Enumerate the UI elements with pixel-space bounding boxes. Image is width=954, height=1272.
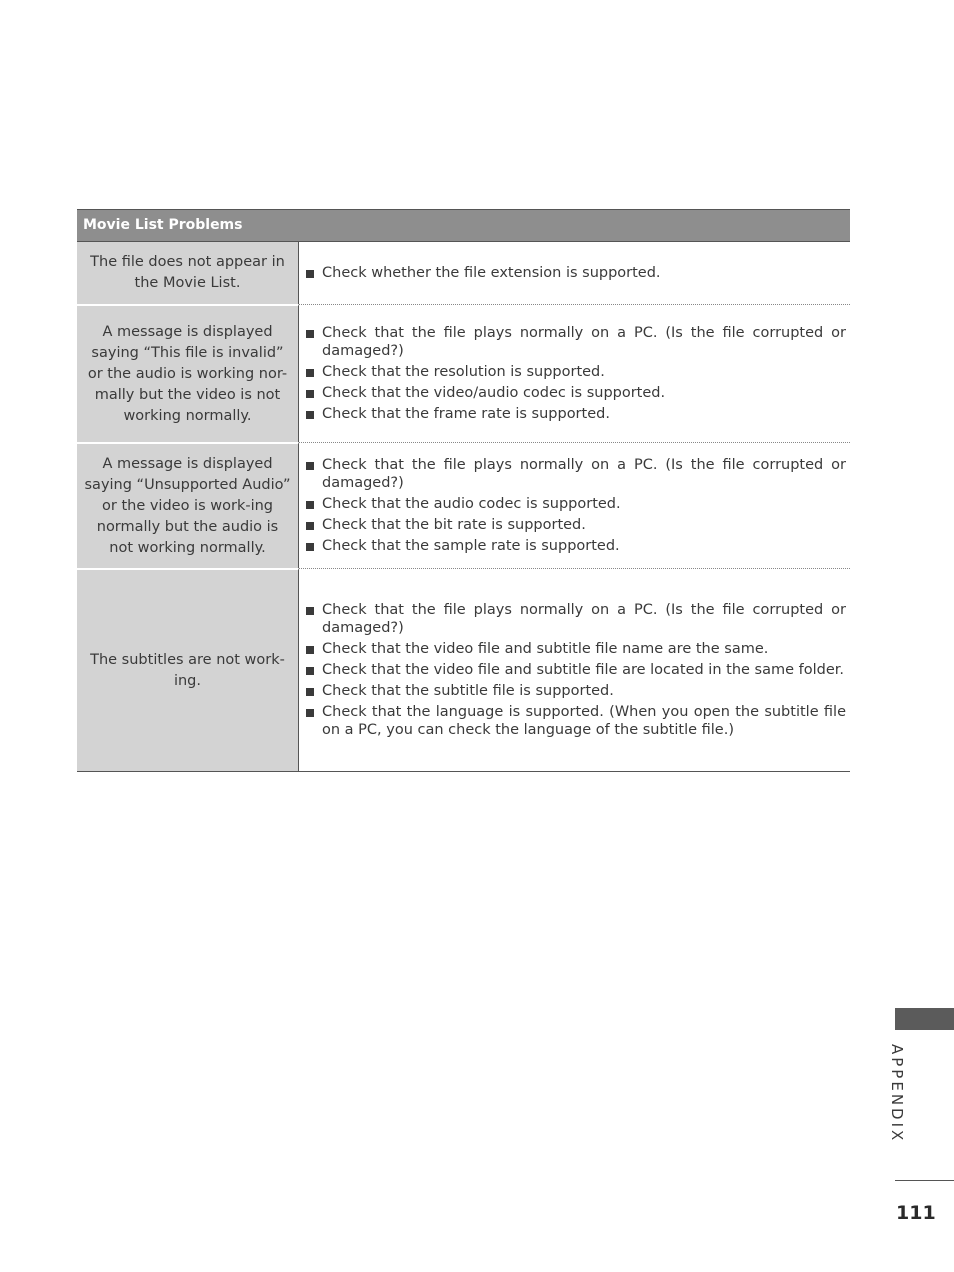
solutions-cell: [299, 442, 850, 568]
divider: [895, 1180, 954, 1181]
list-item: Check that the sample rate is supported.: [305, 537, 846, 555]
solutions-cell: [299, 568, 850, 771]
bullet-square-icon: [305, 661, 322, 679]
bullet-square-icon: [305, 601, 322, 637]
bullet-square-icon: [305, 682, 322, 700]
list-item: Check that the subtitle file is supported.: [305, 682, 846, 700]
list-item: Check that the bit rate is supported.: [305, 516, 846, 534]
table-header: Movie List Problems: [77, 210, 850, 242]
problem-cell: A message is displayed saying “Unsupported Audio” or the video is work-ing normally but the audio is not working normally.: [77, 442, 299, 568]
section-label: APPENDIX: [888, 1044, 906, 1144]
list-item: Check that the audio codec is supported.: [305, 495, 846, 513]
bullet-square-icon: [305, 405, 322, 423]
bullet-square-icon: [305, 363, 322, 381]
list-item: Check that the language is supported. (When you open the subtitle file on a PC, you can check the language of the subtitle file.): [305, 703, 846, 739]
table-row: [77, 568, 850, 771]
bullet-square-icon: [305, 703, 322, 739]
list-item: Check whether the file extension is supported.: [305, 264, 846, 282]
bullet-square-icon: [305, 640, 322, 658]
bullet-square-icon: [305, 456, 322, 492]
list-item: Check that the resolution is supported.: [305, 363, 846, 381]
page-number: 111: [896, 1202, 936, 1224]
bullet-square-icon: [305, 495, 322, 513]
list-item: Check that the video/audio codec is supported.: [305, 384, 846, 402]
solutions-cell: [299, 242, 850, 304]
problem-cell: The subtitles are not work-ing.: [77, 568, 299, 771]
list-item: Check that the video file and subtitle file are located in the same folder.: [305, 661, 846, 679]
movie-list-problems-table: [77, 209, 850, 772]
list-item: Check that the frame rate is supported.: [305, 405, 846, 423]
list-item: Check that the file plays normally on a PC. (Is the file corrupted or damaged?): [305, 324, 846, 360]
bullet-square-icon: [305, 264, 322, 282]
bullet-square-icon: [305, 384, 322, 402]
list-item: Check that the video file and subtitle file name are the same.: [305, 640, 846, 658]
list-item: Check that the file plays normally on a PC. (Is the file corrupted or damaged?): [305, 601, 846, 637]
problem-cell: A message is displayed saying “This file is invalid” or the audio is working nor-mally but the video is not working normally.: [77, 304, 299, 442]
bullet-square-icon: [305, 324, 322, 360]
table-row: [77, 442, 850, 568]
solutions-cell: [299, 304, 850, 442]
bullet-square-icon: [305, 537, 322, 555]
problem-cell: The file does not appear in the Movie List.: [77, 242, 299, 304]
list-item: Check that the file plays normally on a PC. (Is the file corrupted or damaged?): [305, 456, 846, 492]
bullet-square-icon: [305, 516, 322, 534]
table-row: [77, 304, 850, 442]
table-row: [77, 242, 850, 304]
section-tab-marker: [895, 1008, 954, 1030]
